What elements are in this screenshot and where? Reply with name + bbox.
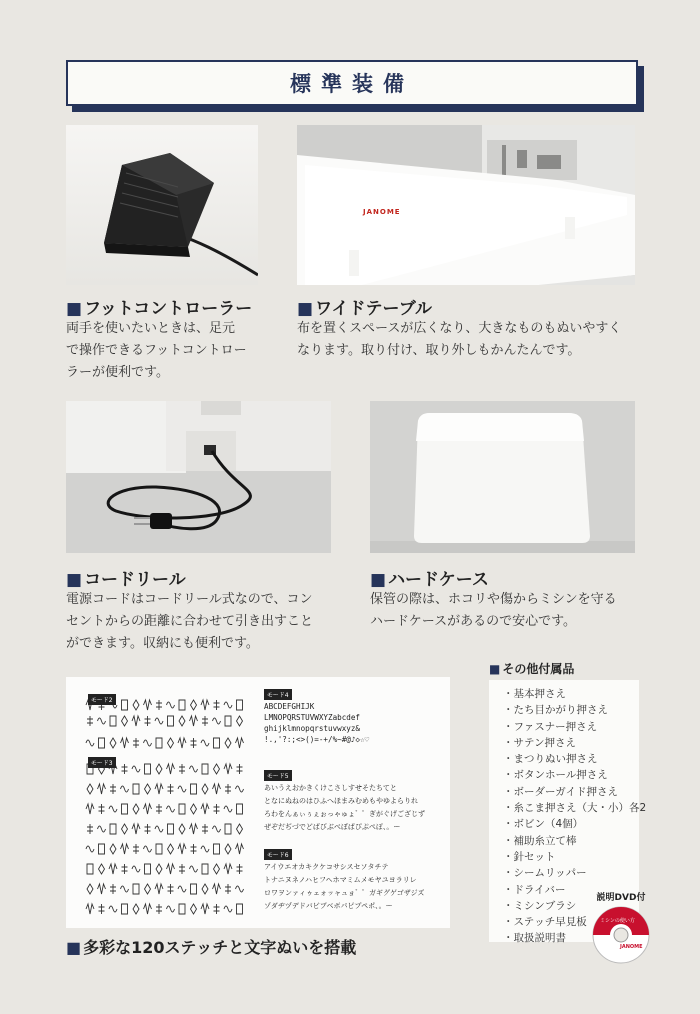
stitch-pattern-glyph: [122, 904, 128, 914]
stitch-pattern-glyph: [214, 904, 220, 914]
stitch-pattern-glyph: [179, 904, 185, 914]
foot-controller-photo: [66, 125, 258, 285]
stitch-pattern-glyph: [178, 844, 186, 854]
stitch-pattern-glyph: [145, 824, 151, 834]
stitch-pattern-glyph: [214, 864, 220, 874]
stitch-pattern-glyph: [168, 844, 174, 854]
stitch-pattern-glyph: [156, 738, 162, 748]
mode-label-6: モード6: [264, 849, 292, 860]
mode6-text: [264, 861, 424, 913]
stitch-pattern-glyph: [191, 738, 197, 748]
stitch-pattern-glyph: [144, 904, 152, 914]
feature-title-hard-case: ■ ハードケース: [370, 565, 489, 590]
stitch-pattern-glyph: [121, 738, 129, 748]
stitch-pattern-glyph: [110, 716, 116, 726]
accessory-item: ・サテン押さえ: [503, 736, 576, 749]
stitch-pattern-glyph: [168, 738, 174, 748]
stitch-pattern-glyph: [167, 806, 175, 812]
stitch-pattern-glyph: [144, 740, 152, 746]
stitch-pattern-glyph: [202, 784, 208, 794]
char-line: あいうえおかきくけこさしすせそたちてと: [264, 784, 397, 792]
stitch-pattern-glyph: [144, 846, 152, 852]
accessory-item: ・ボタンホール押さえ: [503, 769, 608, 782]
stitch-pattern-glyph: [237, 716, 243, 726]
section-header: [66, 60, 638, 106]
stitch-pattern-glyph: [179, 804, 185, 814]
wide-table-illustration: [297, 125, 635, 285]
dvd-brand: JANOME: [620, 944, 643, 950]
stitch-pattern-glyph: [86, 904, 94, 914]
accessory-item: ・基本押さえ: [503, 688, 566, 700]
feature-body-hard-case: [370, 589, 650, 633]
accessory-item: ・ミシンブラシ: [503, 899, 577, 912]
stitch-pattern-glyph: [155, 718, 163, 724]
body-line: ができます。収納にも便利です。: [66, 636, 259, 651]
stitch-pattern-glyph: [214, 738, 220, 748]
stitch-pattern-glyph: [110, 884, 116, 894]
stitch-pattern-glyph: [237, 804, 243, 814]
stitch-pattern-glyph: [224, 906, 232, 912]
stitch-pattern-glyph: [109, 864, 117, 874]
stitch-pattern-glyph: [87, 716, 93, 726]
stitch-pattern-glyph: [191, 904, 197, 914]
stitch-pattern-glyph: [179, 824, 185, 834]
stitch-pattern-glyph: [201, 700, 209, 710]
stitch-pattern-glyph: [156, 764, 162, 774]
hard-case-photo: [370, 401, 635, 553]
stitch-pattern-glyph: [214, 764, 220, 774]
stitch-pattern-glyph: [122, 716, 128, 726]
stitch-pattern-glyph: [86, 804, 94, 814]
header-box: [66, 60, 638, 106]
stitch-pattern-glyph: [133, 804, 139, 814]
stitch-pattern-glyph: [155, 826, 163, 832]
stitch-pattern-glyph: [133, 738, 139, 748]
dvd-disc-text: ミシンの使い方: [600, 918, 635, 924]
feature-title-cord-reel: ■ コードリール: [66, 565, 186, 590]
body-line: ハードケースがあるので安心です。: [370, 614, 577, 629]
char-line: ghijklmnopqrstuvwxyz&: [264, 724, 361, 733]
accessory-item: ・ドライバー: [503, 883, 566, 896]
body-line: ラーが便利です。: [66, 365, 169, 380]
stitch-pattern-glyph: [214, 700, 220, 710]
stitch-pattern-glyph: [225, 784, 231, 794]
accessory-item: ・取扱説明書: [503, 932, 566, 945]
stitch-pattern-glyph: [156, 804, 162, 814]
stitch-pattern-glyph: [202, 824, 208, 834]
stitch-pattern-glyph: [167, 864, 175, 874]
stitch-pattern-glyph: [145, 764, 151, 774]
stitch-pattern-glyph: [167, 702, 175, 708]
body-line: 保管の際は、ホコリや傷からミシンを守る: [370, 592, 617, 607]
stitch-pattern-glyph: [202, 864, 208, 874]
stitch-pattern-glyph: [156, 864, 162, 874]
stitch-pattern-glyph: [178, 886, 186, 892]
stitch-pattern-glyph: [156, 700, 162, 710]
accessory-item: ・ボビン（4個）: [503, 818, 584, 831]
char-line: ゾダヂヅデドバビブベボパピプペポ、。ー: [264, 902, 393, 910]
dvd-badge: [590, 890, 650, 970]
stitch-pattern-glyph: [190, 824, 198, 834]
stitch-pattern-glyph: [132, 866, 140, 872]
stitch-pattern-glyph: [156, 904, 162, 914]
stitch-pattern-glyph: [178, 786, 186, 792]
accessory-item: ・針セット: [503, 850, 556, 863]
stitch-pattern-glyph: [122, 824, 128, 834]
hard-case-illustration: [370, 401, 635, 553]
table-brand-label: JANOME: [363, 208, 401, 216]
stitch-pattern-glyph: [145, 884, 151, 894]
stitch-pattern-glyph: [110, 824, 116, 834]
mode4-text: [264, 701, 369, 745]
stitch-pattern-glyph: [110, 844, 116, 854]
stitch-pattern-glyph: [86, 846, 94, 852]
feature-body-foot-controller: [66, 318, 266, 384]
stitch-pattern-glyph: [122, 764, 128, 774]
stitch-pattern-glyph: [132, 766, 140, 772]
stitch-pattern-glyph: [121, 844, 129, 854]
char-line: ABCDEFGHIJK: [264, 702, 315, 711]
stitch-pattern-glyph: [155, 884, 163, 894]
stitch-pattern-glyph: [224, 702, 232, 708]
accessory-item: ・ステッチ早見板: [503, 916, 587, 929]
stitch-pattern-glyph: [190, 766, 198, 772]
char-line: ろわをんぁぃぅぇぉっゃゅょ゛゜ぎがぐげござじず: [264, 810, 425, 818]
stitch-pattern-glyph: [87, 884, 93, 894]
char-line: アイウエオカキクケコサシスセソタチテ: [264, 863, 389, 871]
feature-title-wide-table: ■ ワイドテーブル: [297, 294, 432, 319]
stitch-pattern-glyph: [225, 884, 231, 894]
stitch-pattern-glyph: [168, 784, 174, 794]
body-line: セントからの距離に合わせて引き出すこと: [66, 614, 314, 629]
feature-body-cord-reel: [66, 589, 346, 655]
stitch-pattern-glyph: [109, 906, 117, 912]
stitch-pattern-glyph: [224, 806, 232, 812]
accessory-item: ・まつりぬい押さえ: [503, 753, 598, 766]
stitch-pattern-glyph: [202, 884, 208, 894]
stitch-pattern-glyph: [236, 844, 244, 854]
cord-reel-photo: [66, 401, 331, 553]
mode-label-2: モード2: [88, 694, 116, 705]
stitch-pattern-glyph: [167, 906, 175, 912]
stitch-pattern-glyph: [213, 826, 221, 832]
stitch-pattern-glyph: [237, 864, 243, 874]
accessory-item: ・ファスナー押さえ: [503, 720, 598, 733]
stitch-pattern-glyph: [191, 844, 197, 854]
stitch-pattern-glyph: [214, 804, 220, 814]
stitch-pattern-glyph: [121, 886, 129, 892]
stitch-pattern-glyph: [225, 824, 231, 834]
stitch-pattern-glyph: [98, 884, 106, 894]
stitch-pattern-glyph: [236, 738, 244, 748]
stitch-pattern-glyph: [167, 764, 175, 774]
stitch-pattern-glyph: [133, 884, 139, 894]
stitch-pattern-glyph: [133, 844, 139, 854]
stitch-pattern-glyph: [87, 824, 93, 834]
stitch-pattern-glyph: [225, 716, 231, 726]
accessories-title: ■ その他付属品: [489, 660, 574, 677]
stitch-pattern-glyph: [224, 764, 232, 774]
stitch-pattern-glyph: [122, 700, 128, 710]
stitch-pattern-glyph: [144, 804, 152, 814]
stitch-chart: [66, 677, 450, 928]
stitch-pattern-glyph: [87, 784, 93, 794]
stitch-pattern-glyph: [191, 700, 197, 710]
cord-reel-illustration: [66, 401, 331, 553]
stitch-pattern-glyph: [213, 718, 221, 724]
accessory-item: ・ボーダーガイド押さえ: [503, 785, 618, 798]
stitch-pattern-glyph: [99, 904, 105, 914]
accessory-item: ・補助糸立て棒: [503, 834, 577, 847]
stitch-pattern-glyph: [202, 716, 208, 726]
body-line: 電源コードはコードリール式なので、コン: [66, 592, 313, 607]
stitch-pattern-glyph: [179, 764, 185, 774]
stitch-pattern-glyph: [122, 804, 128, 814]
stitch-pattern-glyph: [191, 804, 197, 814]
stitch-pattern-glyph: [86, 740, 94, 746]
char-line: となにぬねのはひふへほまみむめもやゆよらりれ: [264, 797, 418, 805]
stitch-pattern-glyph: [213, 784, 221, 794]
stitch-pattern-glyph: [133, 700, 139, 710]
stitch-pattern-glyph: [145, 784, 151, 794]
stitch-pattern-glyph: [179, 864, 185, 874]
stitch-pattern-glyph: [225, 738, 231, 748]
mode-label-3: モード3: [88, 757, 116, 768]
stitch-pattern-glyph: [156, 844, 162, 854]
stitch-pattern-glyph: [122, 864, 128, 874]
stitch-pattern-glyph: [132, 716, 140, 726]
stitch-pattern-glyph: [168, 716, 174, 726]
stitch-chart-title: ■ 多彩な120ステッチと文字ぬいを搭載: [66, 935, 356, 958]
stitch-pattern-glyph: [145, 716, 151, 726]
stitch-pattern-glyph: [99, 844, 105, 854]
stitch-pattern-glyph: [236, 886, 244, 892]
stitch-pattern-glyph: [191, 784, 197, 794]
stitch-pattern-glyph: [168, 884, 174, 894]
mode-label-5: モード5: [264, 770, 292, 781]
char-line: トナニヌネノハヒフヘホマミムメモヤユヨラリレ: [264, 876, 417, 884]
char-line: ロワヲンァィゥェォッャュョ゛゜ガギグゲゴザジズ: [264, 889, 425, 897]
stitch-pattern-glyph: [191, 884, 197, 894]
stitch-pattern-glyph: [132, 824, 140, 834]
stitch-pattern-glyph: [98, 784, 106, 794]
stitch-pattern-glyph: [201, 846, 209, 852]
stitch-pattern-glyph: [236, 786, 244, 792]
mode5-text: [264, 782, 425, 834]
foot-controller-illustration: [66, 125, 258, 285]
dvd-label: 説明DVD付: [596, 893, 646, 903]
stitch-pattern-glyph: [237, 824, 243, 834]
stitch-pattern-glyph: [144, 700, 152, 710]
stitch-pattern-glyph: [237, 764, 243, 774]
accessory-item: ・糸こま押さえ（大・小）各2: [503, 802, 647, 815]
stitch-pattern-glyph: [178, 738, 186, 748]
dvd-disc-icon: [592, 906, 650, 964]
accessory-item: ・たち目かがり押さえ: [503, 704, 608, 717]
stitch-pattern-glyph: [168, 824, 174, 834]
accessory-item: ・シームリッパー: [503, 867, 587, 880]
stitch-pattern-glyph: [201, 804, 209, 814]
stitch-pattern-glyph: [190, 716, 198, 726]
stitch-pattern-glyph: [179, 700, 185, 710]
stitch-pattern-glyph: [110, 738, 116, 748]
feature-body-wide-table: [297, 318, 642, 362]
stitch-pattern-glyph: [98, 718, 106, 724]
mode-label-4: モード4: [264, 689, 292, 700]
body-line: 両手を使いたいときは、足元: [66, 321, 236, 336]
stitch-pattern-glyph: [121, 786, 129, 792]
page-title: 標準装備: [290, 72, 414, 96]
stitch-pattern-glyph: [99, 864, 105, 874]
stitch-pattern-glyph: [109, 806, 117, 812]
char-line: LMNOPQRSTUVWXYZabcdef: [264, 713, 361, 722]
stitch-pattern-glyph: [133, 904, 139, 914]
stitch-pattern-glyph: [99, 738, 105, 748]
stitch-pattern-glyph: [201, 740, 209, 746]
body-line: 布を置くスペースが広くなり、大きなものもぬいやすく: [297, 321, 622, 336]
stitch-pattern-glyph: [237, 700, 243, 710]
stitch-pattern-glyph: [110, 784, 116, 794]
stitch-pattern-glyph: [224, 864, 232, 874]
stitch-pattern-glyph: [98, 826, 106, 832]
body-line: で操作できるフットコントロー: [66, 343, 247, 358]
stitch-pattern-glyph: [225, 844, 231, 854]
stitch-pattern-glyph: [155, 784, 163, 794]
char-line: ぜぞだぢづでどばびぶべぼぱぴぷぺぽ、。ー: [264, 823, 401, 831]
feature-title-foot-controller: ■ フットコントローラー: [66, 294, 252, 319]
stitch-pattern-glyph: [214, 844, 220, 854]
body-line: なります。取り付け、取り外しもかんたんです。: [297, 343, 581, 358]
stitch-pattern-glyph: [237, 904, 243, 914]
stitch-pattern-glyph: [202, 764, 208, 774]
stitch-pattern-glyph: [201, 904, 209, 914]
stitch-pattern-glyph: [190, 866, 198, 872]
char-line: !.,'?:;<>()=-+/%~#@♪◇☆♡: [264, 735, 370, 744]
stitch-pattern-glyph: [179, 716, 185, 726]
stitch-pattern-glyph: [213, 884, 221, 894]
stitch-pattern-glyph: [145, 864, 151, 874]
stitch-pattern-glyph: [133, 784, 139, 794]
stitch-rows: [86, 700, 244, 914]
stitch-pattern-glyph: [99, 804, 105, 814]
wide-table-photo: [297, 125, 635, 285]
stitch-pattern-glyph: [87, 864, 93, 874]
